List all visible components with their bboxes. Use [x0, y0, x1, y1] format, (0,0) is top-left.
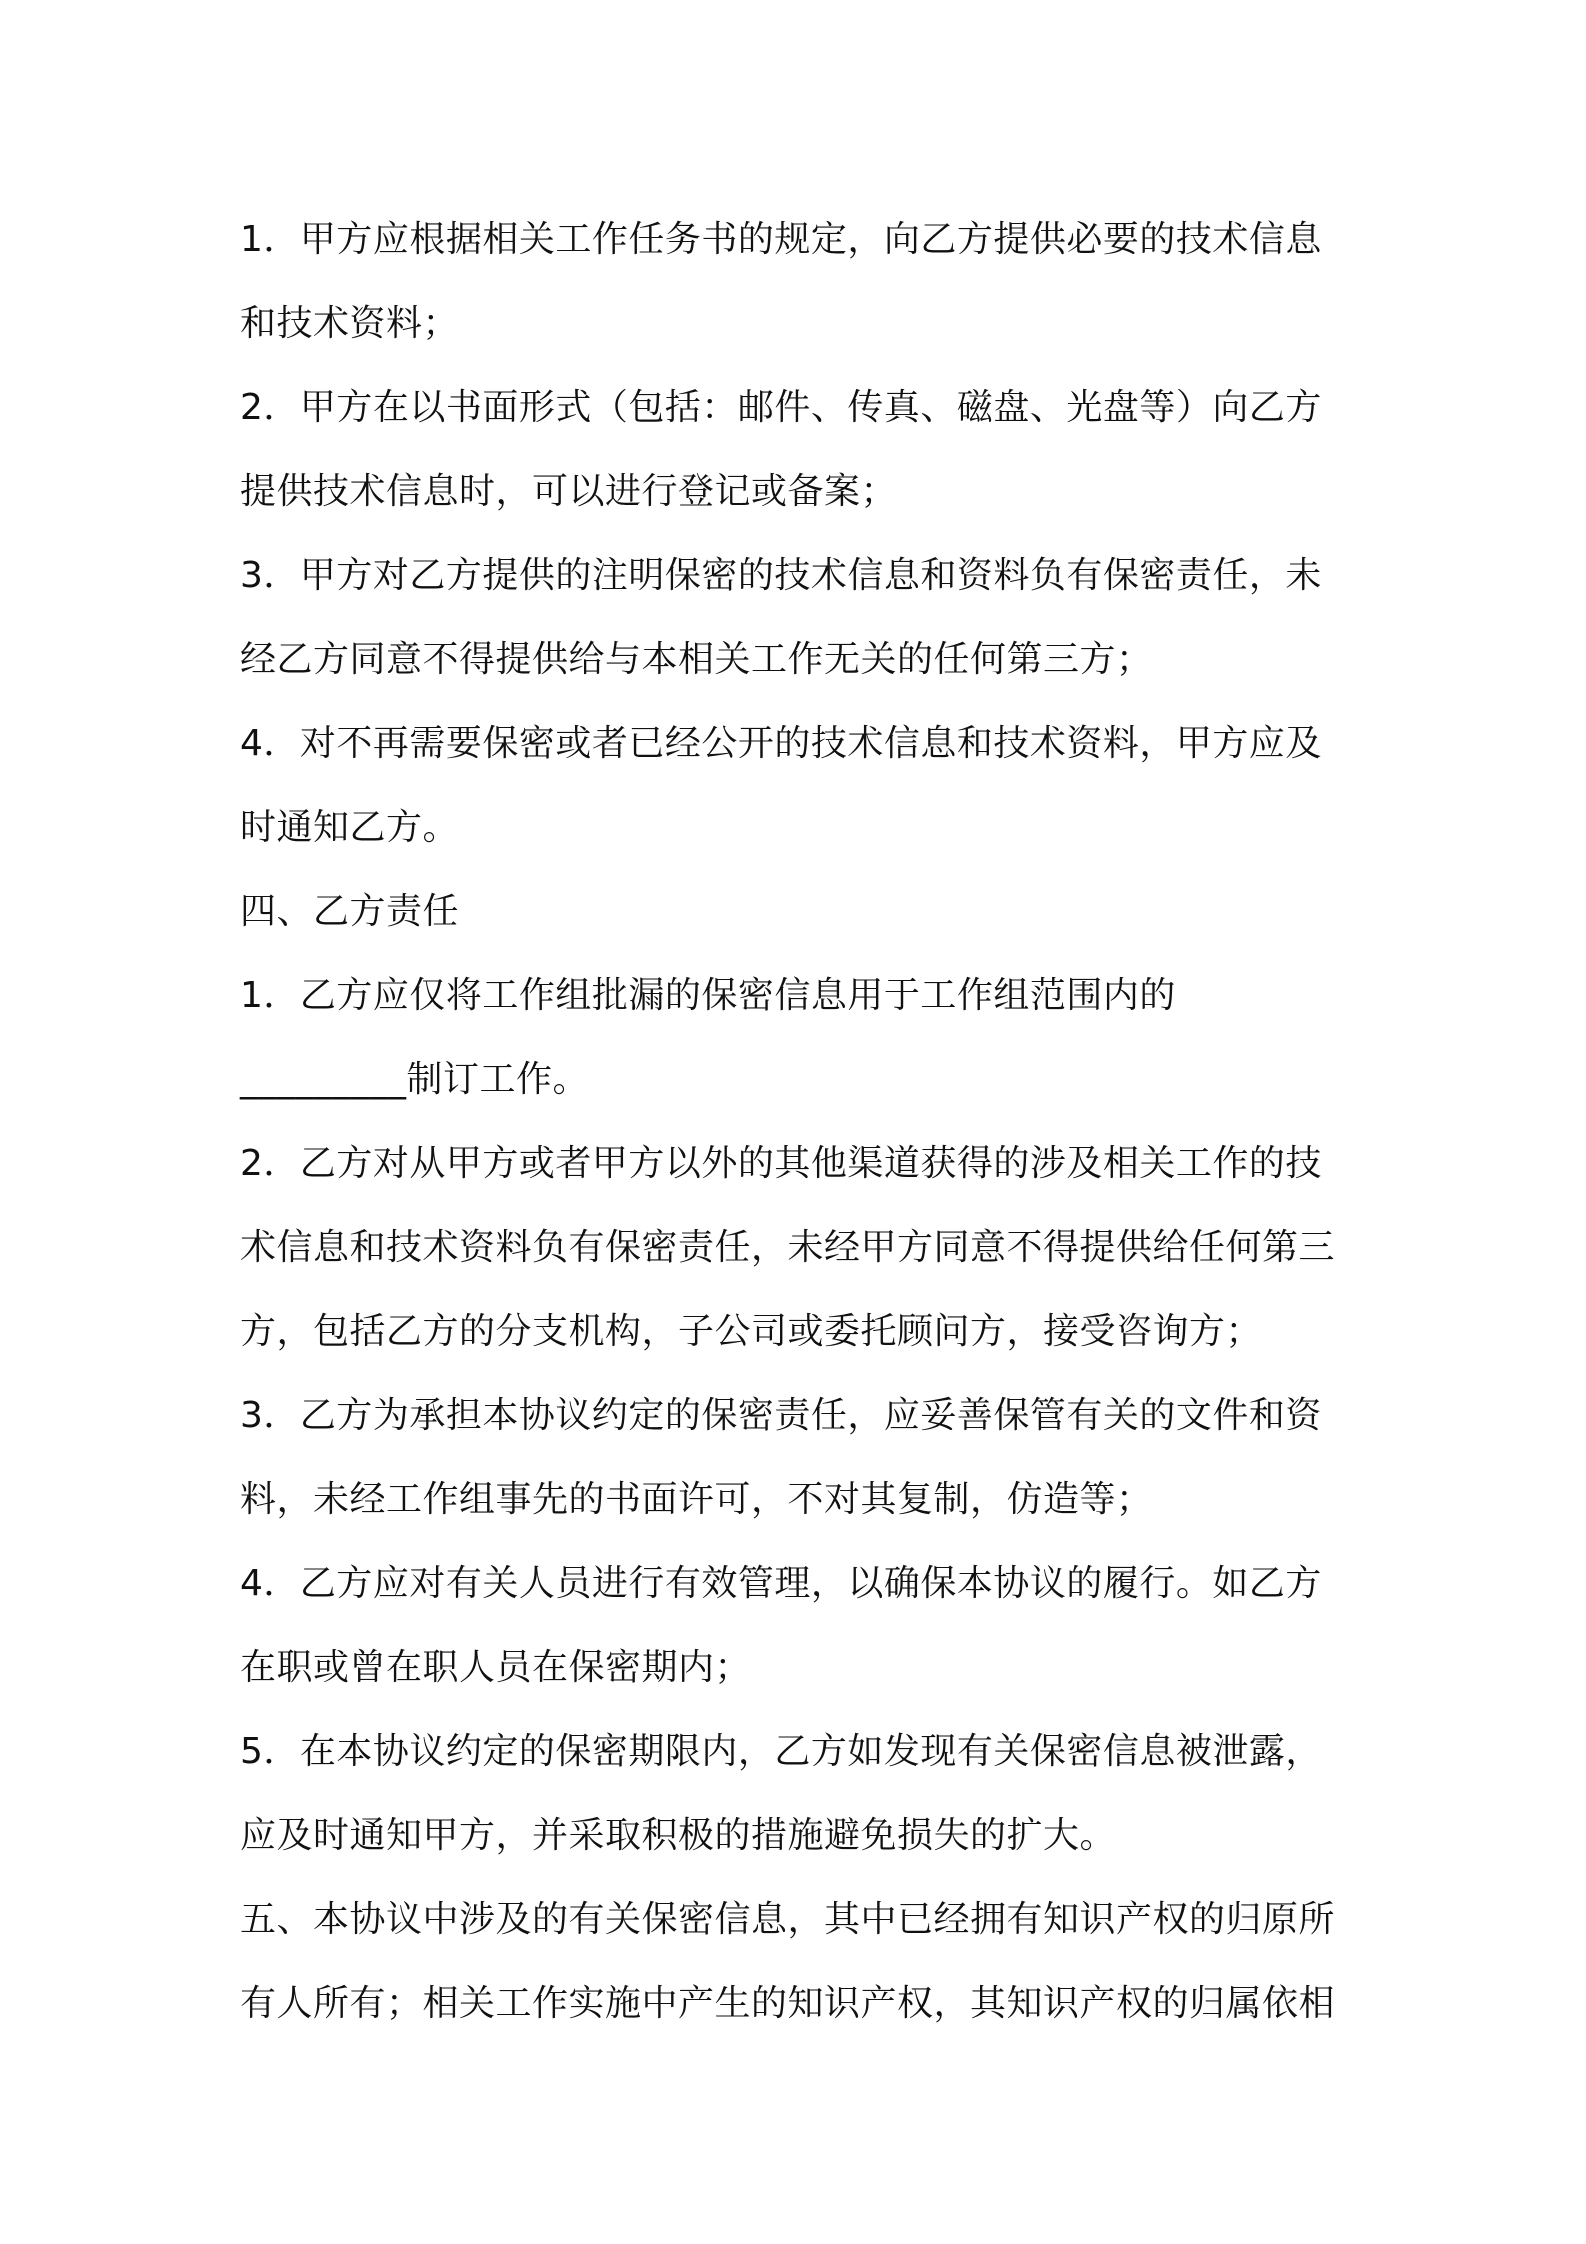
text-line: 经乙方同意不得提供给与本相关工作无关的任何第三方； — [240, 639, 1153, 680]
text-line: 2．乙方对从甲方或者甲方以外的其他渠道获得的涉及相关工作的技 — [240, 1143, 1322, 1184]
text-line: 术信息和技术资料负有保密责任，未经甲方同意不得提供给任何第三 — [240, 1227, 1336, 1268]
text-line: 在职或曾在职人员在保密期内； — [240, 1647, 752, 1688]
text-line: 有人所有；相关工作实施中产生的知识产权，其知识产权的归属依相 — [240, 1983, 1336, 2024]
text-line: 3．乙方为承担本协议约定的保密责任，应妥善保管有关的文件和资 — [240, 1395, 1322, 1436]
text-line: 方，包括乙方的分支机构，子公司或委托顾问方，接受咨询方； — [240, 1311, 1263, 1352]
text-line: 和技术资料； — [240, 303, 460, 344]
text-line: 2．甲方在以书面形式（包括：邮件、传真、磁盘、光盘等）向乙方 — [240, 387, 1322, 428]
text-line: 应及时通知甲方，并采取积极的措施避免损失的扩大。 — [240, 1815, 1117, 1856]
text-line: 3．甲方对乙方提供的注明保密的技术信息和资料负有保密责任，未 — [240, 555, 1322, 596]
section-heading: 五、本协议中涉及的有关保密信息，其中已经拥有知识产权的归原所 — [240, 1899, 1336, 1940]
text-line: 4．乙方应对有关人员进行有效管理，以确保本协议的履行。如乙方 — [240, 1563, 1322, 1604]
text-line: 5．在本协议约定的保密期限内，乙方如发现有关保密信息被泄露， — [240, 1731, 1322, 1772]
text-line: 1．乙方应仅将工作组批漏的保密信息用于工作组范围内的 — [240, 975, 1176, 1016]
document-body — [240, 198, 1360, 2046]
text-line: 料，未经工作组事先的书面许可，不对其复制，仿造等； — [240, 1479, 1153, 1520]
section-heading: 四、乙方责任 — [240, 891, 460, 932]
text-line: 4．对不再需要保密或者已经公开的技术信息和技术资料，甲方应及 — [240, 723, 1322, 764]
text-line: _________制订工作。 — [240, 1059, 590, 1100]
text-line: 1．甲方应根据相关工作任务书的规定，向乙方提供必要的技术信息 — [240, 219, 1322, 260]
text-line: 提供技术信息时，可以进行登记或备案； — [240, 471, 898, 512]
text-line: 时通知乙方。 — [240, 807, 460, 848]
